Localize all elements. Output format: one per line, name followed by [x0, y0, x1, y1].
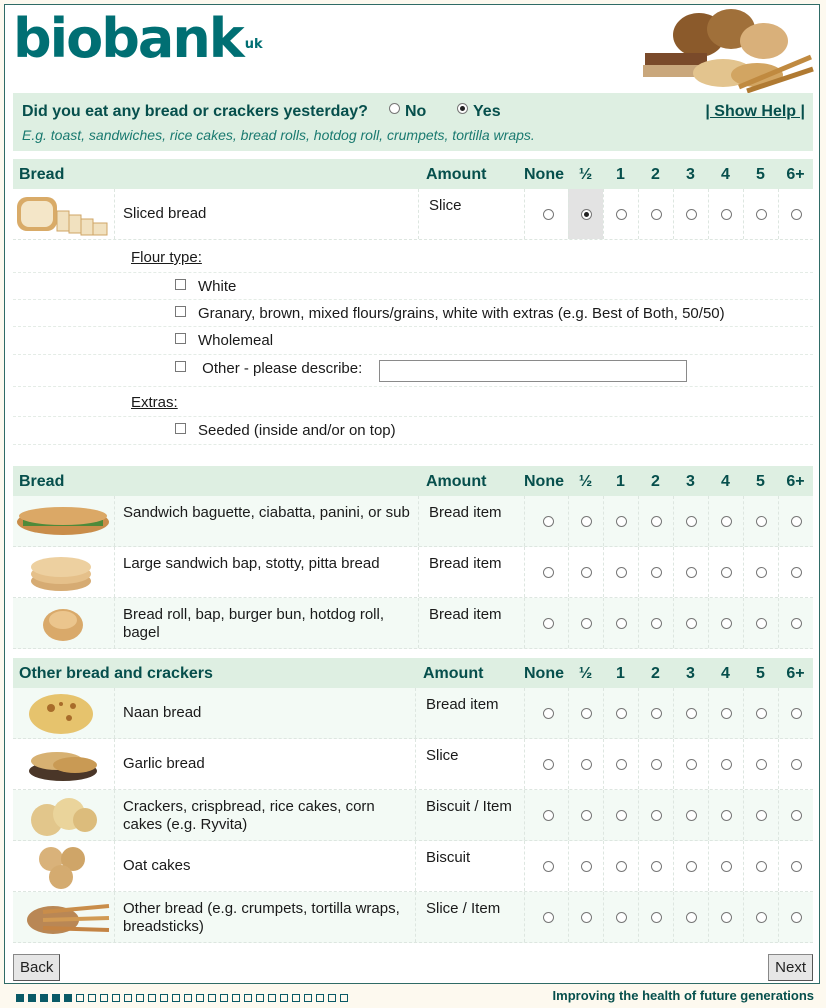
radio-5[interactable]	[756, 759, 767, 770]
radio-3[interactable]	[686, 912, 697, 923]
bread-assortment-icon	[639, 7, 815, 95]
breadsticks-icon	[13, 892, 115, 942]
radio-half[interactable]	[581, 708, 592, 719]
progress-step	[88, 994, 96, 1002]
progress-step	[184, 994, 192, 1002]
food-name: Sliced bread	[123, 205, 207, 222]
radio-5[interactable]	[756, 708, 767, 719]
radio-1[interactable]	[616, 516, 627, 527]
progress-step	[316, 994, 324, 1002]
radio-2[interactable]	[651, 708, 662, 719]
flour-type-title: Flour type:	[131, 249, 202, 266]
radio-none[interactable]	[543, 209, 554, 220]
section-header: Bread Amount None ½ 1 2 3 4 5 6+	[13, 466, 813, 496]
back-button[interactable]: Back	[13, 954, 60, 981]
flour-white[interactable]: White	[175, 278, 236, 295]
radio-2[interactable]	[651, 618, 662, 629]
sliced-bread-options	[13, 246, 813, 464]
food-name: Crackers, crispbread, rice cakes, corn cakes (e.g. Ryvita)	[123, 798, 375, 833]
radio-3[interactable]	[686, 861, 697, 872]
radio-3[interactable]	[686, 708, 697, 719]
radio-yes[interactable]	[457, 103, 468, 114]
radio-4[interactable]	[721, 209, 732, 220]
oat-cakes-icon	[13, 841, 115, 891]
next-button[interactable]: Next	[768, 954, 813, 981]
header	[5, 5, 819, 97]
checkbox-other[interactable]	[175, 361, 186, 372]
row-pitta	[13, 547, 813, 598]
radio-6plus[interactable]	[791, 759, 802, 770]
radio-4[interactable]	[721, 912, 732, 923]
radio-3[interactable]	[686, 810, 697, 821]
progress-step	[64, 994, 72, 1002]
radio-1[interactable]	[616, 810, 627, 821]
question-bar	[13, 93, 813, 151]
radio-1[interactable]	[616, 861, 627, 872]
radio-2[interactable]	[651, 912, 662, 923]
radio-3[interactable]	[686, 759, 697, 770]
progress-step	[244, 994, 252, 1002]
radio-6plus[interactable]	[791, 618, 802, 629]
flour-granary[interactable]: Granary, brown, mixed flours/grains, white with extras (e.g. Best of Both, 50/50)	[175, 305, 725, 322]
questionnaire-frame	[4, 4, 820, 984]
radio-6plus[interactable]	[791, 209, 802, 220]
bread-roll-icon	[13, 598, 115, 648]
radio-4[interactable]	[721, 708, 732, 719]
radio-4[interactable]	[721, 516, 732, 527]
row-sliced-bread	[13, 189, 813, 240]
radio-half[interactable]	[581, 209, 592, 220]
radio-none[interactable]	[543, 516, 554, 527]
progress-step	[328, 994, 336, 1002]
radio-2[interactable]	[651, 209, 662, 220]
option-yes[interactable]: Yes	[457, 103, 501, 121]
radio-half[interactable]	[581, 861, 592, 872]
amount-unit: Slice / Item	[415, 892, 524, 942]
radio-4[interactable]	[721, 810, 732, 821]
progress-step	[208, 994, 216, 1002]
food-name: Oat cakes	[123, 857, 191, 874]
section-header: Bread Amount None ½ 1 2 3 4 5 6+	[13, 159, 813, 189]
radio-1[interactable]	[616, 759, 627, 770]
question-text: Did you eat any bread or crackers yesterday?	[22, 103, 368, 120]
radio-2[interactable]	[651, 759, 662, 770]
radio-4[interactable]	[721, 567, 732, 578]
radio-none[interactable]	[543, 567, 554, 578]
food-name: Large sandwich bap, stotty, pitta bread	[123, 555, 380, 572]
radio-2[interactable]	[651, 567, 662, 578]
row-bread-roll	[13, 598, 813, 649]
food-name: Sandwich baguette, ciabatta, panini, or sub	[123, 504, 410, 521]
radio-1[interactable]	[616, 567, 627, 578]
radio-6plus[interactable]	[791, 567, 802, 578]
radio-none[interactable]	[543, 759, 554, 770]
radio-4[interactable]	[721, 861, 732, 872]
question-example: E.g. toast, sandwiches, rice cakes, bread rolls, hotdog roll, crumpets, tortilla wraps.	[22, 127, 535, 143]
radio-5[interactable]	[756, 209, 767, 220]
progress-step	[256, 994, 264, 1002]
radio-1[interactable]	[616, 708, 627, 719]
show-help-link[interactable]: | Show Help |	[705, 103, 805, 120]
radio-6plus[interactable]	[791, 810, 802, 821]
row-baguette	[13, 496, 813, 547]
food-name: Other bread (e.g. crumpets, tortilla wraps, breadsticks)	[123, 900, 400, 935]
radio-3[interactable]	[686, 567, 697, 578]
radio-half[interactable]	[581, 516, 592, 527]
radio-5[interactable]	[756, 810, 767, 821]
radio-6plus[interactable]	[791, 516, 802, 527]
radio-none[interactable]	[543, 618, 554, 629]
radio-none[interactable]	[543, 708, 554, 719]
radio-none[interactable]	[543, 810, 554, 821]
row-garlic-bread	[13, 739, 813, 790]
progress-step	[52, 994, 60, 1002]
row-crackers	[13, 790, 813, 841]
progress-step	[124, 994, 132, 1002]
extras-seeded[interactable]: Seeded (inside and/or on top)	[175, 422, 396, 439]
row-oat-cakes	[13, 841, 813, 892]
amount-unit: Biscuit	[415, 841, 524, 891]
progress-step	[100, 994, 108, 1002]
section-bread-2	[13, 466, 813, 649]
progress-step	[268, 994, 276, 1002]
sliced-bread-icon	[13, 189, 115, 239]
radio-4[interactable]	[721, 618, 732, 629]
progress-step	[340, 994, 348, 1002]
radio-half[interactable]	[581, 759, 592, 770]
progress-step	[136, 994, 144, 1002]
progress-step	[172, 994, 180, 1002]
biobank-logo: biobank $^{uk}$	[13, 7, 263, 70]
progress-step	[232, 994, 240, 1002]
progress-step	[220, 994, 228, 1002]
radio-6plus[interactable]	[791, 912, 802, 923]
radio-5[interactable]	[756, 516, 767, 527]
amount-unit: Bread item	[418, 547, 524, 597]
checkbox-white[interactable]	[175, 279, 186, 290]
checkbox-seeded[interactable]	[175, 423, 186, 434]
radio-2[interactable]	[651, 516, 662, 527]
pitta-icon	[13, 547, 115, 597]
radio-5[interactable]	[756, 618, 767, 629]
radio-3[interactable]	[686, 516, 697, 527]
garlic-bread-icon	[13, 739, 115, 789]
section-bread-1	[13, 159, 813, 240]
baguette-icon	[13, 496, 115, 546]
progress-step	[304, 994, 312, 1002]
progress-indicator	[16, 989, 352, 1007]
radio-5[interactable]	[756, 861, 767, 872]
progress-step	[112, 994, 120, 1002]
extras-title: Extras:	[131, 394, 178, 411]
progress-step	[292, 994, 300, 1002]
amount-unit: Slice	[415, 739, 524, 789]
progress-step	[28, 994, 36, 1002]
progress-step	[160, 994, 168, 1002]
radio-6plus[interactable]	[791, 708, 802, 719]
progress-step	[148, 994, 156, 1002]
radio-6plus[interactable]	[791, 861, 802, 872]
section-header: Other bread and crackers Amount None ½ 1 2 3 4 5 6+	[13, 658, 813, 688]
checkbox-wholemeal[interactable]	[175, 333, 186, 344]
naan-icon	[13, 688, 115, 738]
amount-unit: Slice	[418, 189, 516, 239]
flour-wholemeal[interactable]: Wholemeal	[175, 332, 273, 349]
progress-step	[40, 994, 48, 1002]
radio-3[interactable]	[686, 618, 697, 629]
radio-none[interactable]	[543, 912, 554, 923]
amount-unit: Bread item	[415, 688, 524, 738]
radio-half[interactable]	[581, 810, 592, 821]
radio-2[interactable]	[651, 861, 662, 872]
radio-none[interactable]	[543, 861, 554, 872]
radio-1[interactable]	[616, 209, 627, 220]
amount-unit: Bread item	[418, 496, 524, 546]
radio-1[interactable]	[616, 618, 627, 629]
option-no[interactable]: No	[389, 103, 426, 121]
food-name: Bread roll, bap, burger bun, hotdog roll, bagel	[123, 606, 384, 641]
row-breadsticks	[13, 892, 813, 943]
radio-no[interactable]	[389, 103, 400, 114]
crackers-icon	[13, 790, 115, 840]
amount-unit: Biscuit / Item	[415, 790, 524, 840]
radio-5[interactable]	[756, 567, 767, 578]
food-name: Garlic bread	[123, 755, 205, 772]
radio-3[interactable]	[686, 209, 697, 220]
food-name: Naan bread	[123, 704, 202, 721]
row-naan	[13, 688, 813, 739]
radio-1[interactable]	[616, 912, 627, 923]
progress-step	[196, 994, 204, 1002]
progress-step	[280, 994, 288, 1002]
radio-half[interactable]	[581, 567, 592, 578]
other-describe-input[interactable]	[379, 360, 687, 382]
progress-step	[76, 994, 84, 1002]
radio-half[interactable]	[581, 618, 592, 629]
section-other-bread	[13, 658, 813, 943]
amount-unit: Bread item	[418, 598, 524, 648]
radio-4[interactable]	[721, 759, 732, 770]
progress-step	[16, 994, 24, 1002]
tagline: Improving the health of future generations	[552, 988, 814, 1003]
checkbox-granary[interactable]	[175, 306, 186, 317]
radio-5[interactable]	[756, 912, 767, 923]
radio-2[interactable]	[651, 810, 662, 821]
radio-half[interactable]	[581, 912, 592, 923]
flour-other[interactable]: Other - please describe:	[175, 360, 362, 377]
